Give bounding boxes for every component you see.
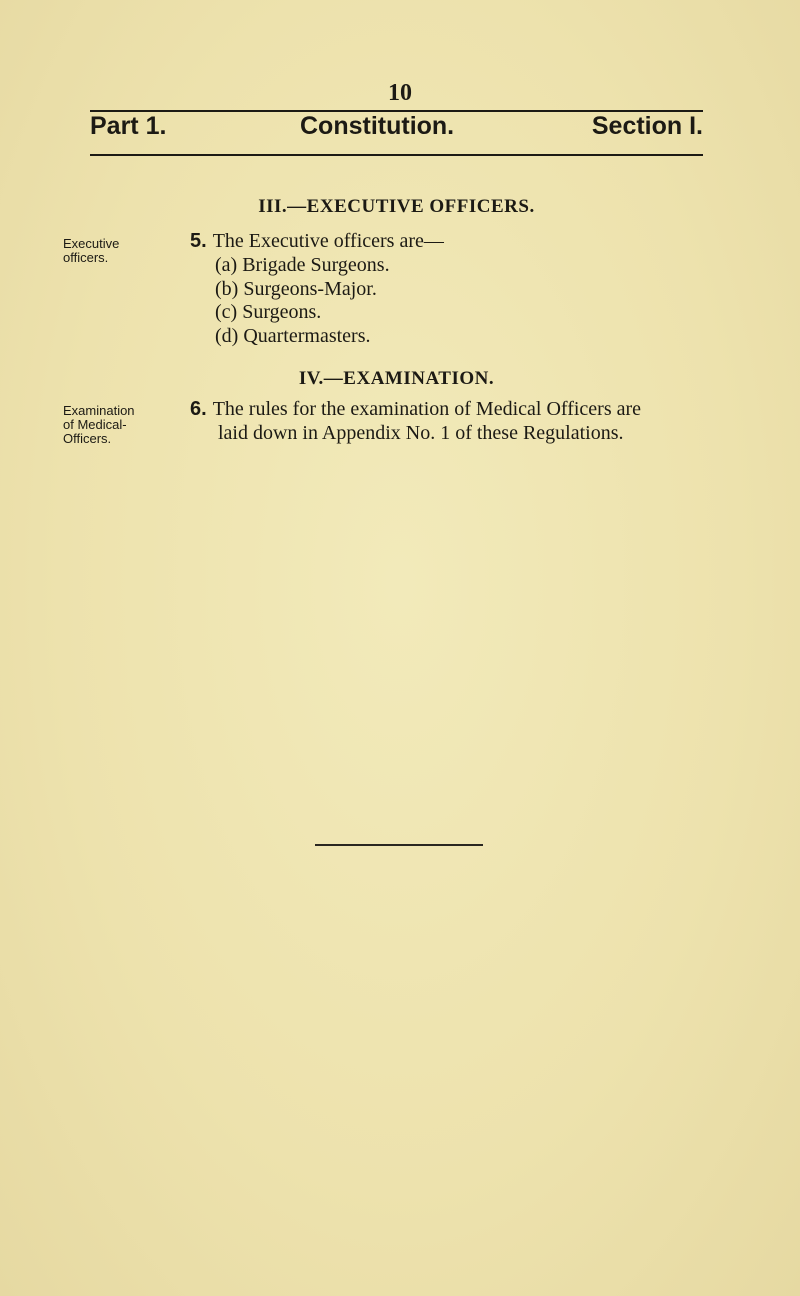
list-item-a: (a) Brigade Surgeons. [215, 254, 390, 276]
list-item-d: (d) Quartermasters. [215, 325, 371, 347]
margin-note-executive: officers. [63, 250, 109, 265]
section-heading-executive-officers: III.—EXECUTIVE OFFICERS. [258, 196, 535, 217]
header-title: Constitution. [300, 112, 455, 140]
margin-note-examination: Examination [63, 403, 135, 418]
header-part: Part 1. [90, 112, 167, 140]
page-end-rule [315, 844, 483, 846]
page-number: 10 [388, 80, 412, 106]
margin-note-executive: Executive [63, 236, 120, 251]
paragraph-6-line: laid down in Appendix No. 1 of these Regulations. [218, 422, 624, 444]
paragraph-number: 6. [190, 398, 207, 420]
paragraph-6-line: 6. The rules for the examination of Medical Officers are [190, 398, 642, 420]
header-bottom-rule [90, 154, 703, 156]
paragraph-number: 5. [190, 230, 207, 252]
list-item-c: (c) Surgeons. [215, 301, 322, 323]
paragraph-5-line: 5. The Executive officers are— [190, 230, 444, 252]
margin-note-examination: Officers. [63, 431, 112, 446]
header-section: Section I. [591, 112, 703, 140]
list-item-b: (b) Surgeons-Major. [215, 278, 377, 300]
margin-note-examination: of Medical- [63, 417, 127, 432]
section-heading-examination: IV.—EXAMINATION. [298, 368, 495, 389]
